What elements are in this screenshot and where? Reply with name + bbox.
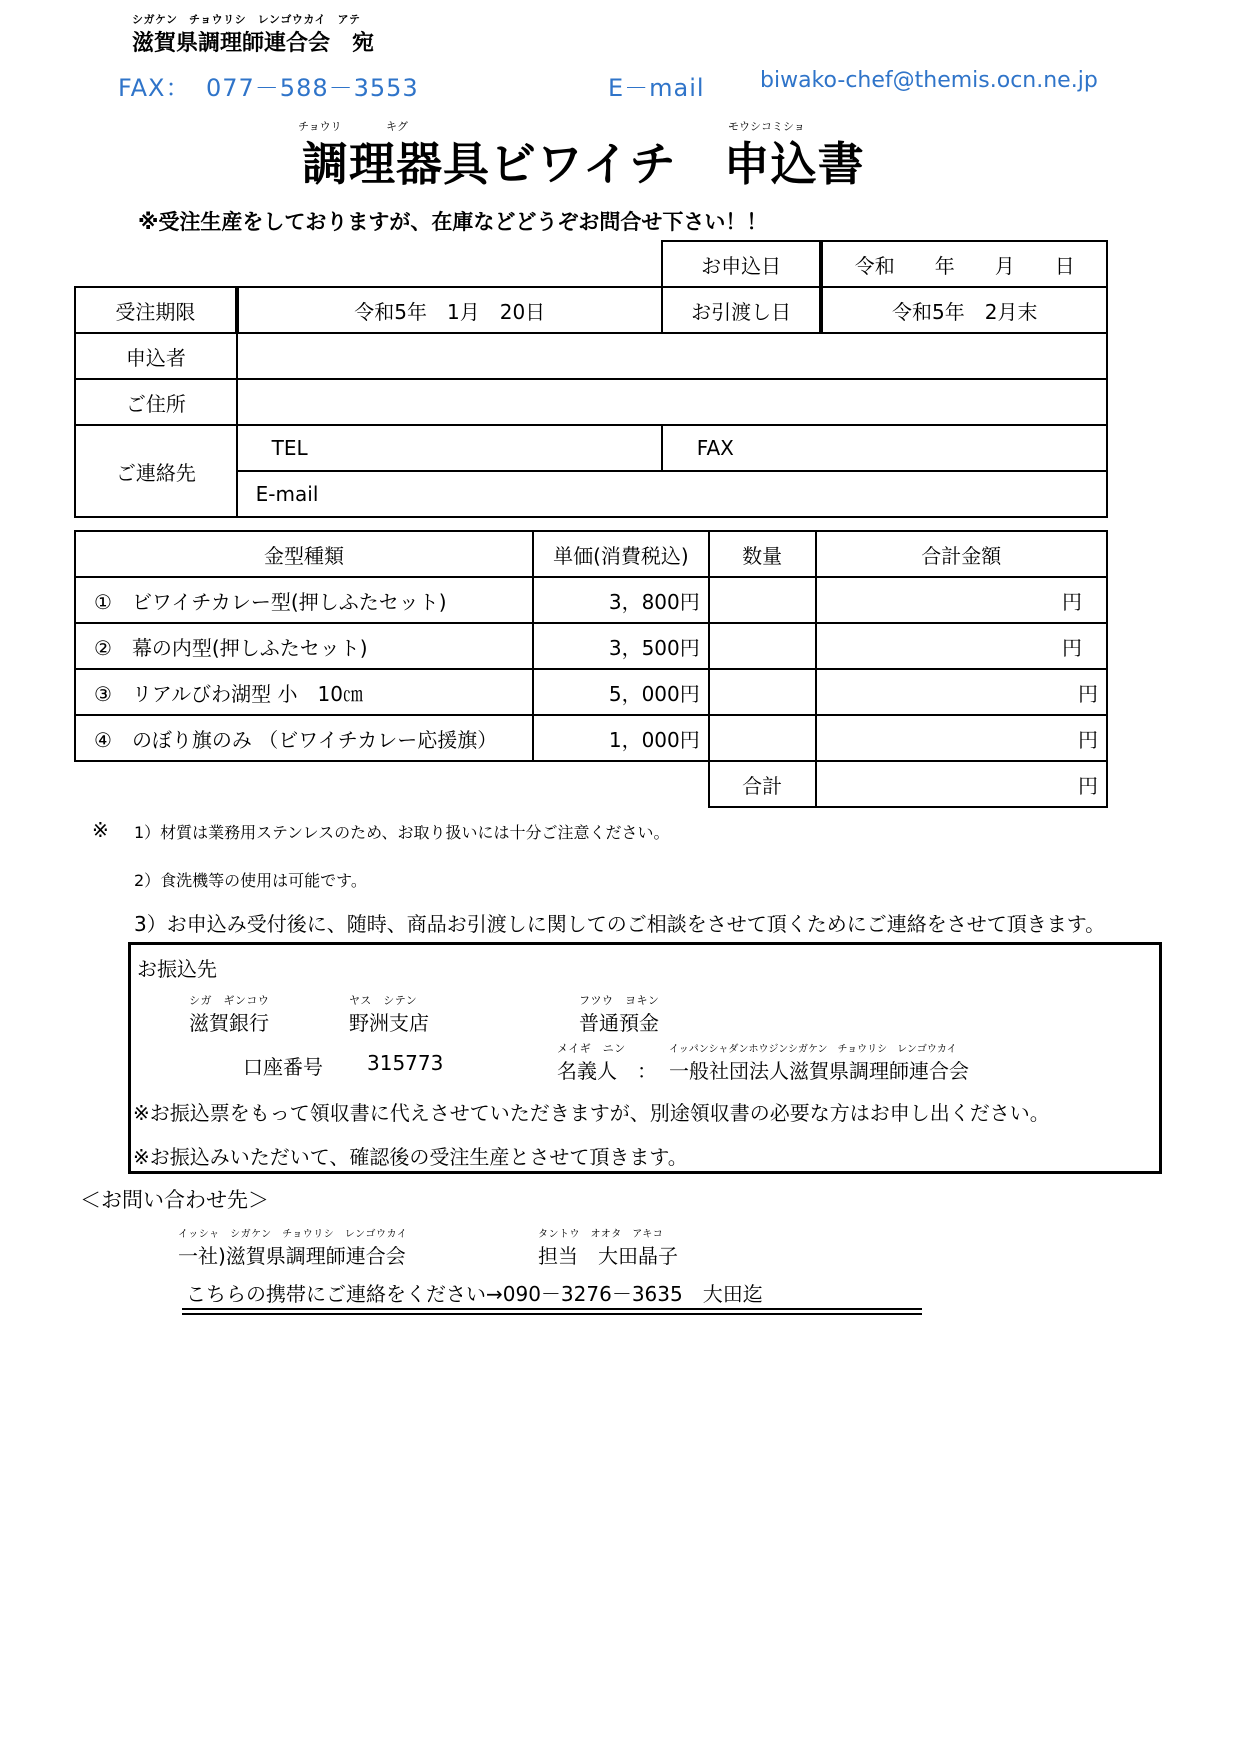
quantity-field[interactable]	[709, 623, 816, 669]
inquiry-org-ruby: イッシャ シガケン チョウリシ レンゴウカイ	[178, 1229, 408, 1240]
inquiry-phone: こちらの携帯にご連絡をください→090－3276－3635 大田迄	[186, 1282, 763, 1306]
deadline-label: 受注期限	[75, 287, 237, 333]
addressee-text: 滋賀県調理師連合会 宛	[132, 31, 375, 56]
table-row	[75, 623, 1107, 669]
addressee	[132, 13, 375, 57]
total-field[interactable]: 円	[816, 577, 1107, 623]
delivery-label: お引渡し日	[662, 287, 822, 333]
bank-transfer-box	[128, 942, 1162, 1174]
title-ruby-1: チョウリ	[298, 120, 342, 133]
branch-name-ruby: ヤス シテン	[349, 994, 418, 1007]
address-label: ご住所	[75, 379, 237, 425]
contact-label: ご連絡先	[75, 425, 237, 517]
holder-name-ruby: イッパンシャダンホウジンシガケン チョウリシ レンゴウカイ	[669, 1044, 957, 1055]
notice-text: ※受注生産をしておりますが、在庫などどうぞお問合せ下さい！！	[138, 210, 768, 234]
fax-field[interactable]	[662, 425, 1107, 471]
quantity-field[interactable]	[709, 669, 816, 715]
holder-label-ruby: メイギ ニン	[557, 1042, 626, 1055]
row-number: ③	[94, 681, 112, 706]
applicant-field[interactable]	[237, 333, 1107, 379]
order-table	[74, 530, 1108, 808]
table-row	[75, 669, 1107, 715]
total-field[interactable]: 円	[816, 669, 1107, 715]
inquiry-person-ruby: タントウ オオタ アキコ	[538, 1229, 664, 1240]
delivery-value: 令和5年 2月末	[821, 287, 1107, 333]
note-2: 2）食洗機等の使用は可能です。	[134, 871, 367, 890]
fax-number: 077－588－3553	[206, 74, 419, 102]
quantity-field[interactable]	[709, 577, 816, 623]
item-price: 3，500円	[533, 623, 709, 669]
holder-label: メイギ ニン 名義人 ：	[557, 1042, 657, 1083]
email-label: E－mail	[608, 74, 705, 102]
bank-note-2: ※お振込みいただいて、確認後の受注生産とさせて頂きます。	[133, 1145, 688, 1169]
deadline-value: 令和5年 1月 20日	[237, 287, 662, 333]
tel-field[interactable]	[237, 425, 662, 471]
item-name: リアルびわ湖型 小 10㎝	[131, 681, 363, 706]
row-number: ②	[94, 635, 112, 660]
item-price: 1，000円	[533, 715, 709, 761]
tel-label: TEL	[271, 436, 308, 460]
bank-name-ruby: シガ ギンコウ	[189, 994, 270, 1007]
email-field-label: E-mail	[255, 482, 319, 506]
table-row	[75, 715, 1107, 761]
note-mark: ※	[92, 818, 109, 842]
page-title: 調理器具ビワイチ 申込書	[302, 137, 865, 191]
applicant-label: 申込者	[75, 333, 237, 379]
inquiry-org: イッシャ シガケン チョウリシ レンゴウカイ 一社)滋賀県調理師連合会	[178, 1240, 406, 1269]
fax-field-label: FAX	[696, 436, 734, 460]
footer-rule-bottom	[182, 1313, 922, 1315]
header-total: 合計金額	[816, 531, 1107, 577]
item-name: ビワイチカレー型(押しふたセット)	[131, 589, 447, 614]
application-form	[74, 240, 1108, 518]
row-number: ④	[94, 727, 112, 752]
address-field[interactable]	[237, 379, 1107, 425]
bank-name: シガ ギンコウ 滋賀銀行	[189, 994, 270, 1035]
apply-date-field[interactable]: 令和 年 月 日	[821, 241, 1107, 287]
total-field[interactable]: 円	[816, 623, 1107, 669]
note-1: 1）材質は業務用ステンレスのため、お取り扱いには十分ご注意ください。	[134, 823, 670, 842]
header-quantity: 数量	[709, 531, 816, 577]
inquiry-person: タントウ オオタ アキコ 担当 大田晶子	[538, 1240, 678, 1269]
header-unit-price: 単価(消費税込)	[533, 531, 709, 577]
inquiry-title: ＜お問い合わせ先＞	[80, 1188, 269, 1212]
item-name: のぼり旗のみ （ビワイチカレー応援旗）	[131, 727, 498, 752]
item-name: 幕の内型(押しふたセット)	[131, 635, 368, 660]
total-field[interactable]: 円	[816, 715, 1107, 761]
item-price: 5，000円	[533, 669, 709, 715]
title-ruby-3: モウシコミショ	[728, 120, 805, 133]
account-type: フツウ ヨキン 普通預金	[579, 994, 660, 1035]
email-field[interactable]	[237, 471, 1107, 517]
sum-label: 合計	[709, 761, 816, 807]
fax-label: FAX：	[118, 74, 191, 102]
account-number: 315773	[367, 1051, 444, 1075]
apply-date-label: お申込日	[662, 241, 822, 287]
account-type-ruby: フツウ ヨキン	[579, 994, 660, 1007]
title-ruby-2: キグ	[386, 120, 408, 133]
email-address[interactable]: biwako-chef@themis.ocn.ne.jp	[760, 68, 1098, 93]
bank-title: お振込先	[137, 957, 217, 981]
quantity-field[interactable]	[709, 715, 816, 761]
addressee-ruby: シガケン チョウリシ レンゴウカイ アテ	[132, 13, 361, 26]
branch-name: ヤス シテン 野洲支店	[349, 994, 429, 1035]
table-row	[75, 577, 1107, 623]
account-label: 口座番号	[243, 1055, 323, 1079]
row-number: ①	[94, 589, 112, 614]
header-mold-type: 金型種類	[75, 531, 533, 577]
bank-note-1: ※お振込票をもって領収書に代えさせていただきますが、別途領収書の必要な方はお申し出ください。	[133, 1101, 1050, 1125]
item-price: 3，800円	[533, 577, 709, 623]
footer-rule-top	[182, 1308, 922, 1310]
holder-name: イッパンシャダンホウジンシガケン チョウリシ レンゴウカイ 一般社団法人滋賀県調理師連合会	[669, 1055, 969, 1084]
note-3: 3）お申込み受付後に、随時、商品お引渡しに関してのご相談をさせて頂くためにご連絡をさせて頂きます。	[134, 912, 1106, 936]
sum-field[interactable]: 円	[816, 761, 1107, 807]
